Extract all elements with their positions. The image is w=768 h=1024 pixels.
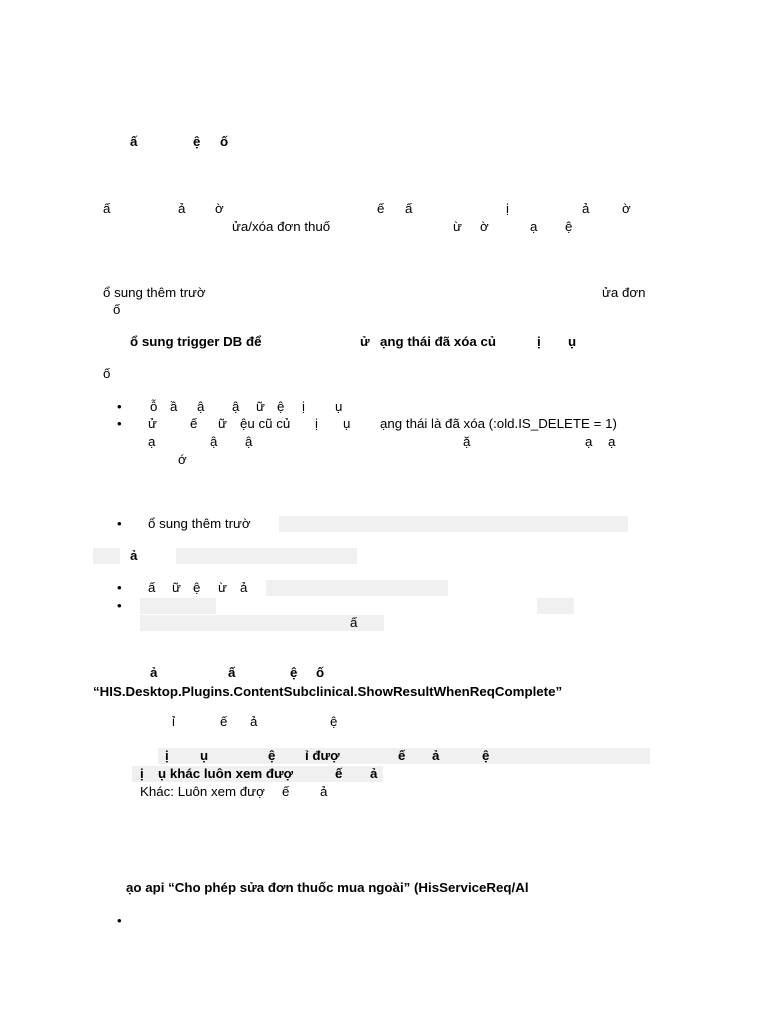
option-fragment: ệ [268,748,276,763]
text-fragment: ị [506,201,509,216]
text-fragment: ụ [335,399,343,414]
text-fragment: ửa đơn [602,285,646,300]
heading-fragment: ệ [290,665,298,680]
option-fragment: Khác: Luôn xem đượ [140,784,265,799]
text-fragment: ớ [178,452,187,467]
plugin-name: “HIS.Desktop.Plugins.ContentSubclinical.ShowResultWhenReqComplete” [93,684,563,699]
text-fragment: ệ [565,219,573,234]
highlight-block [93,548,120,564]
highlight-block [537,598,574,614]
label-fragment: ả [130,548,138,563]
text-fragment: ế [220,714,228,729]
heading-fragment: ị [537,334,541,349]
text-fragment: ừ [218,580,227,595]
option-fragment: ả [370,766,378,781]
heading-fragment: ụ [568,334,577,349]
text-fragment: ậ [197,399,205,414]
heading-fragment: ả [150,665,158,680]
text-fragment: ụ [343,416,351,431]
text-fragment: ỗ [150,399,158,414]
text-fragment: ả [582,201,590,216]
text-fragment: ệ [330,714,338,729]
highlight-block [140,598,216,614]
text-fragment: ế [190,416,198,431]
text-fragment: ỉ [172,714,175,729]
heading-fragment: ố [316,665,325,680]
text-fragment: ờ [215,201,224,216]
text-fragment: ổ sung thêm trườ [103,285,206,300]
option-fragment: ị [165,748,169,763]
text-fragment: ả [250,714,258,729]
heading-fragment: ấ [228,665,236,680]
text-fragment: ặ [463,434,471,449]
text-fragment: ầ [170,399,178,414]
option-fragment: ả [432,748,440,763]
option-fragment: ế [398,748,406,763]
text-fragment: ố [113,302,121,317]
option-fragment: ỉ đượ [305,748,340,763]
option-fragment: ế [282,784,290,799]
text-fragment: ệu cũ củ [240,416,291,431]
heading-fragment: ố [220,134,229,149]
label-fragment: ố [103,366,111,381]
bullet-marker: • [117,516,122,531]
text-fragment: ừ [453,219,462,234]
option-fragment: ụ [200,748,209,763]
text-fragment: ị [302,399,305,414]
heading-fragment: ử [360,334,370,349]
text-fragment: ệ [277,399,285,414]
text-fragment: ạ [530,219,538,234]
heading-fragment: ệ [193,134,201,149]
text-fragment: ấ [103,201,111,216]
text-fragment: ậ [210,434,218,449]
bullet-marker: • [117,416,122,431]
text-fragment: ổ sung thêm trườ [148,516,251,531]
heading-fragment: ấ [130,134,138,149]
text-fragment: ế [377,201,385,216]
highlight-block [176,548,357,564]
text-fragment: ờ [480,219,489,234]
text-fragment: ạ [608,434,616,449]
bullet-marker: • [117,598,122,613]
text-fragment: ệ [193,580,201,595]
option-fragment: ả [320,784,328,799]
text-fragment: ạ [585,434,593,449]
text-fragment: ấ [405,201,413,216]
text-fragment: ậ [245,434,253,449]
text-fragment: ử [148,416,157,431]
text-fragment: ờ [622,201,631,216]
bullet-marker: • [117,399,122,414]
heading-fragment: ạng thái đã xóa củ [380,334,497,349]
text-fragment: ạ [148,434,156,449]
text-fragment: ả [178,201,186,216]
option-fragment: ệ [482,748,490,763]
heading-fragment: ổ sung trigger DB để [130,334,262,349]
option-fragment: ụ khác luôn xem đượ [158,766,294,781]
text-fragment: ữ [218,416,227,431]
bullet-marker: • [117,580,122,595]
text-fragment: ữ [256,399,265,414]
option-fragment: ế [335,766,343,781]
text-fragment: ậ [232,399,240,414]
highlight-block [140,615,384,631]
text-fragment: ấ [350,615,358,630]
text-fragment: ấ [148,580,156,595]
section-heading-4: ạo api “Cho phép sửa đơn thuốc mua ngoài” (HisServiceReq/Al [126,880,529,895]
text-fragment: ị [315,416,318,431]
bullet-marker: • [117,913,122,928]
text-fragment: ữ [172,580,181,595]
text-fragment: ả [240,580,248,595]
text-fragment: ạng thái là đã xóa (:old.IS_DELETE = 1) [380,416,617,431]
highlight-block [266,580,448,596]
option-fragment: ị [140,766,144,781]
highlight-block [279,516,628,532]
text-fragment: ửa/xóa đơn thuố [232,219,331,234]
